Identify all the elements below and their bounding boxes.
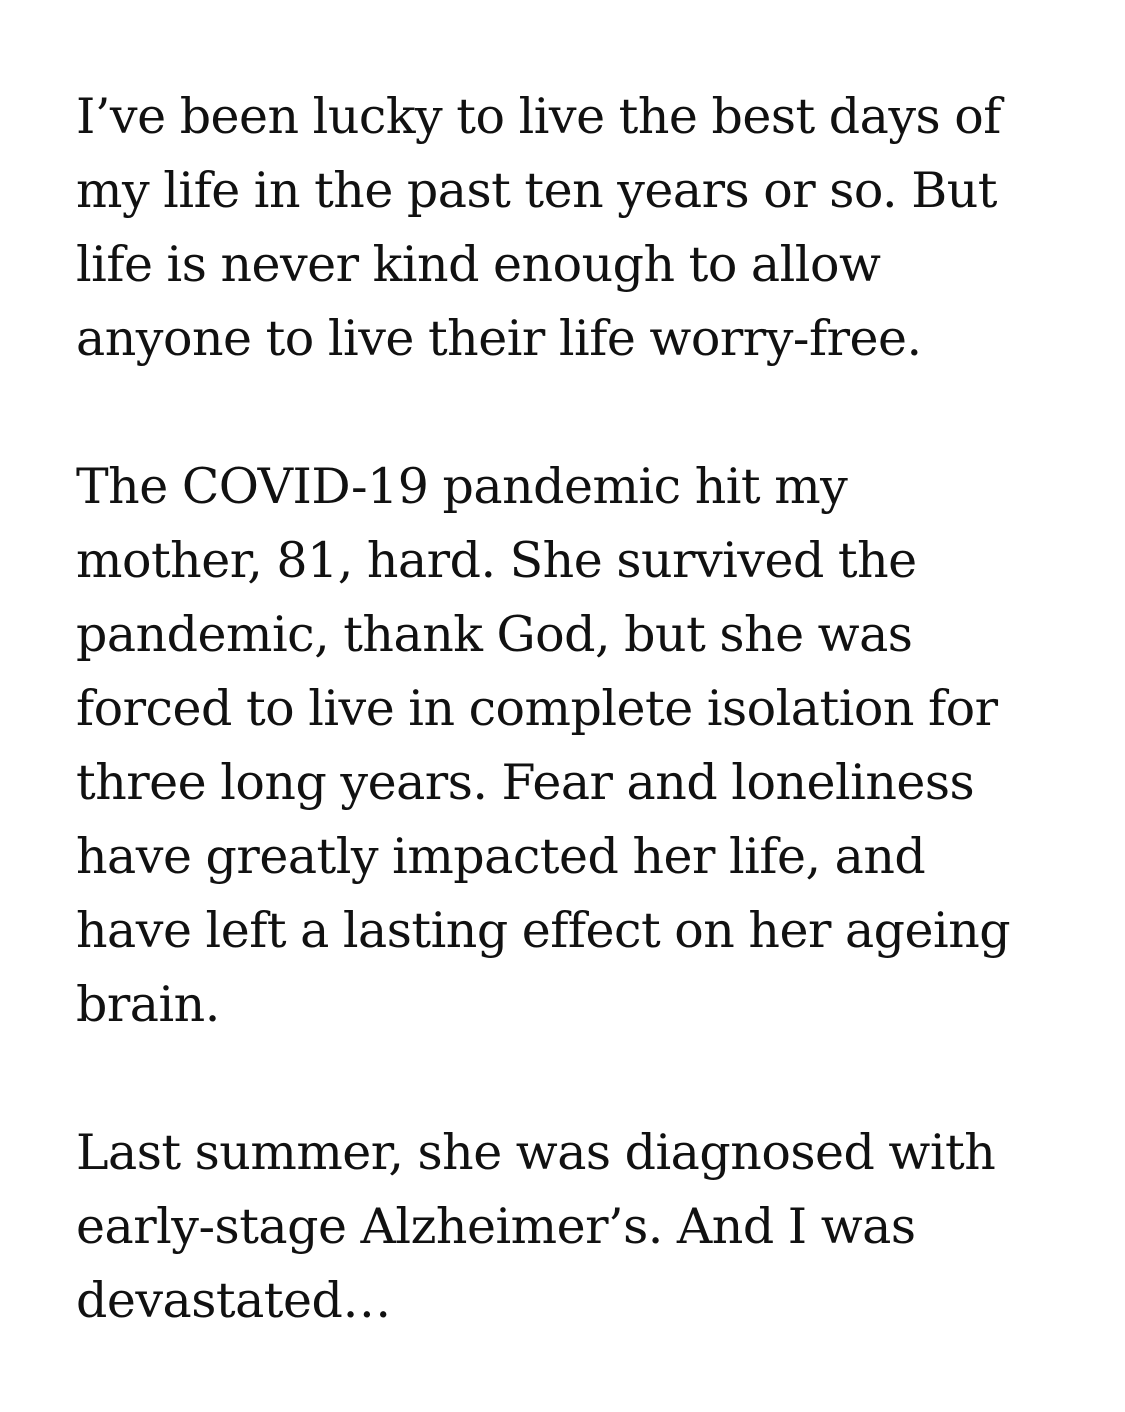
paragraph-2 [76,450,1086,1042]
paragraph-3 [76,1116,1086,1338]
text-line: my life in the past ten years or so. But [76,162,997,219]
paragraph-1 [76,80,1086,376]
text-line: Last summer, she was diagnosed with [76,1124,996,1181]
text-line: I’ve been lucky to live the best days of [76,88,1001,145]
text-line: devastated… [76,1272,391,1329]
text-line: mother, 81, hard. She survived the [76,532,917,589]
text-line: brain. [76,976,220,1033]
text-line: have greatly impacted her life, and [76,828,926,885]
text-line: early-stage Alzheimer’s. And I was [76,1198,916,1255]
text-line: three long years. Fear and loneliness [76,754,975,811]
text-line: life is never kind enough to allow [76,236,881,293]
text-line: have left a lasting effect on her ageing [76,902,1011,959]
text-line: pandemic, thank God, but she was [76,606,913,663]
text-line: The COVID-19 pandemic hit my [76,458,848,515]
article-body [76,80,1086,1412]
text-line: forced to live in complete isolation for [76,680,998,737]
text-line: anyone to live their life worry-free. [76,310,922,367]
